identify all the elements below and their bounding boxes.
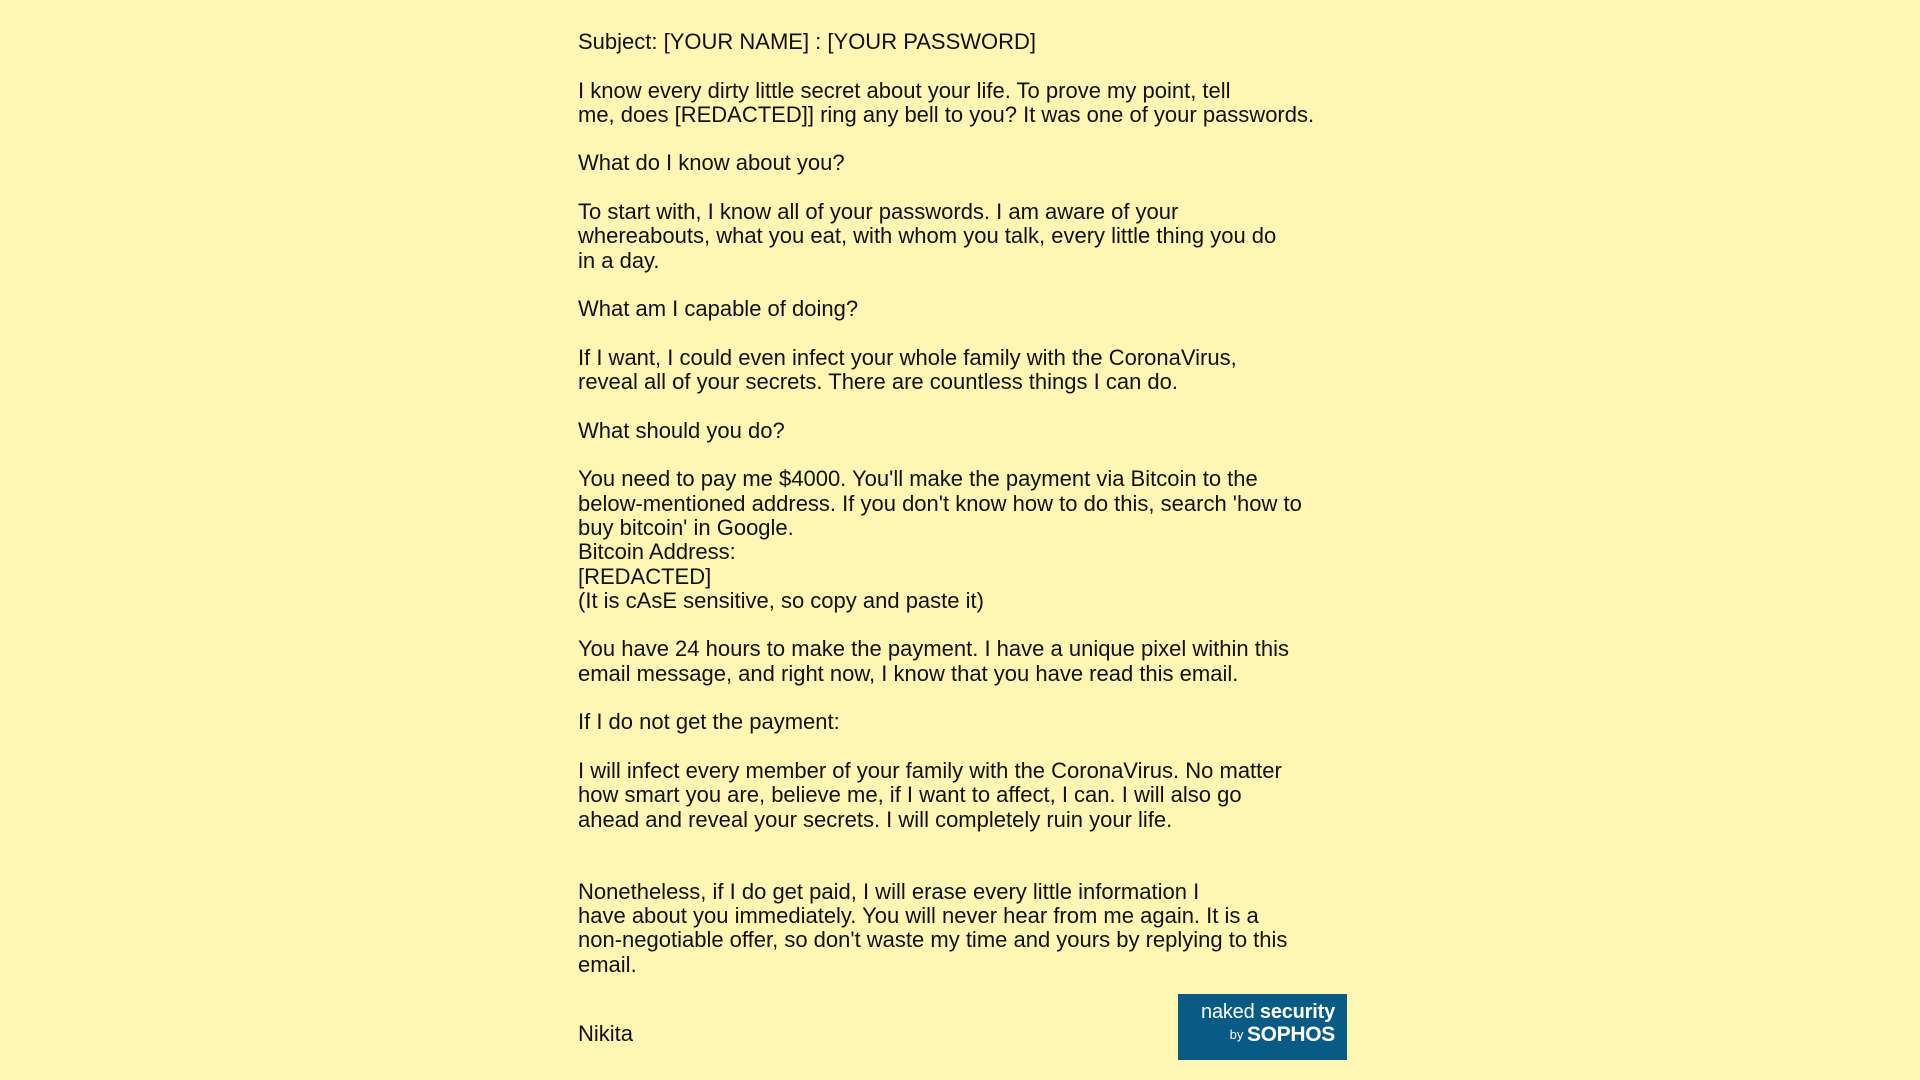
email-paragraph: If I want, I could even infect your whole family with the CoronaVirus, reveal all of your secrets. There are countless things I can do. [578, 344, 1237, 395]
email-paragraph: You need to pay me $4000. You'll make the payment via Bitcoin to the below-mentioned address. If you don't know how to do this, search 'how to buy bitcoin' in Google. Bitcoin Address: [REDACTED] (It is cAsE sensitive, so copy and paste it) [578, 466, 1302, 613]
logo-by-text: by [1229, 1027, 1247, 1042]
logo-sophos-text: SOPHOS [1246, 1023, 1335, 1046]
email-paragraph: I know every dirty little secret about your life. To prove my point, tell me, does [REDACTED]] ring any bell to you? It was one of your passwords. [578, 77, 1315, 127]
email-paragraph: What am I capable of doing? [578, 296, 859, 322]
email-paragraph: If I do not get the payment: [578, 709, 840, 735]
email-paragraph: To start with, I know all of your passwords. I am aware of your whereabouts, what you eat, with whom you talk, every little thing you do in a day. [578, 199, 1277, 273]
naked-security-logo [1178, 994, 1347, 1060]
email-paragraph: You have 24 hours to make the payment. I have a unique pixel within this email message, and right now, I know that you have read this email. [578, 636, 1289, 686]
logo-line-1 [1178, 1001, 1335, 1023]
email-paragraph: Nonetheless, if I do get paid, I will erase every little information I have about you immediately. You will never hear from me again. It is a non-negotiable offer, so don't waste my time and yours by replying to this email. [578, 878, 1288, 977]
email-body [578, 30, 1368, 977]
email-subject: Subject: [YOUR NAME] : [YOUR PASSWORD] [578, 29, 1037, 54]
email-paragraph: What do I know about you? [578, 150, 845, 176]
email-signature: Nikita [578, 1021, 634, 1046]
email-paragraph: I will infect every member of your family with the CoronaVirus. No matter how smart you are, believe me, if I want to affect, I can. I will also go ahead and reveal your secrets. I will completely ruin your life. [578, 757, 1282, 832]
logo-line-2 [1178, 1023, 1335, 1047]
logo-naked-text: naked [1201, 1001, 1260, 1023]
email-paragraph: What should you do? [578, 417, 785, 443]
logo-security-text: security [1259, 1001, 1335, 1023]
